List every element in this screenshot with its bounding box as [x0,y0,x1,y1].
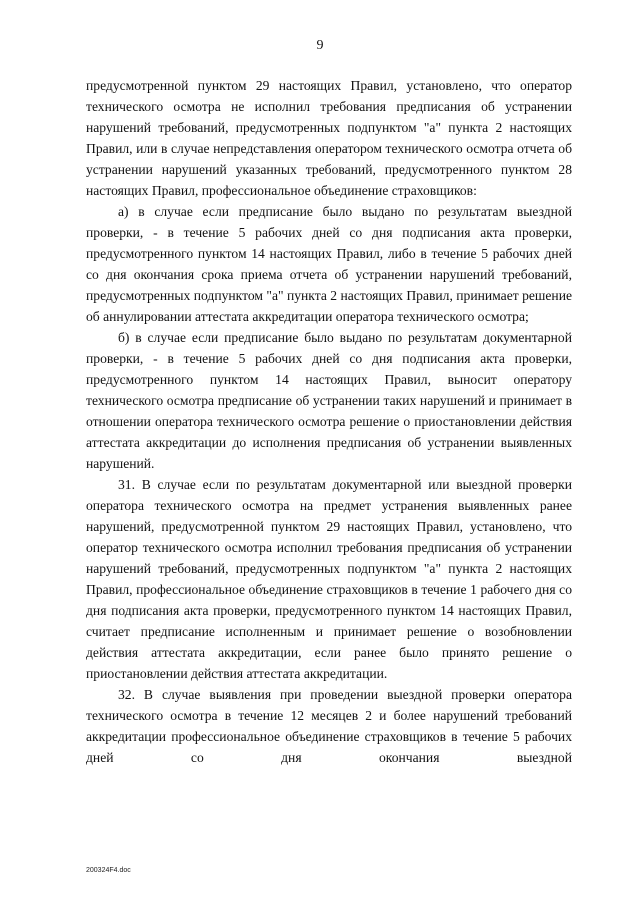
paragraph-30-subitem-a: а) в случае если предписание было выдано по результатам выездной проверки, - в течение 5 рабочих дней со дня подписания акта проверки, предусмотренного пунктом 14 настоящих Правил, либо в течение 5 рабочих дней со дня окончания срока приема отчета об устранении нарушений требований, предусмотренных подпунктом "а" пункта 2 настоящих Правил, принимает решение об аннулировании аттестата аккредитации оператора технического осмотра; [86,204,572,324]
paragraph-31: 31. В случае если по результатам документарной или выездной проверки оператора технического осмотра на предмет устранения выявленных ранее нарушений, предусмотренной пунктом 29 настоящих Правил, установлено, что оператор технического осмотра исполнил требования предписания об устранении нарушений требований, предусмотренных подпунктом "а" пункта 2 настоящих Правил, профессиональное объединение страховщиков в течение 1 рабочего дня со дня подписания акта проверки, предусмотренного пунктом 14 настоящих Правил, считает предписание исполненным и принимает решение о возобновлении действия аттестата аккредитации, если ранее было принято решение о приостановлении действия аттестата аккредитации. [86,477,572,681]
paragraph-32: 32. В случае выявления при проведении выездной проверки оператора технического осмотра в течение 12 месяцев 2 и более нарушений требований аккредитации профессиональное объединение страховщиков в течение 5 рабочих дней со дня окончания выездной [86,687,572,765]
paragraph-30-continuation: предусмотренной пунктом 29 настоящих Правил, установлено, что оператор технического осмотра не исполнил требования предписания об устранении нарушений требований, предусмотренных подпунктом "а" пункта 2 настоящих Правил, или в случае непредставления оператором технического осмотра отчета об устранении нарушений указанных требований, предусмотренного пунктом 28 настоящих Правил, профессиональное объединение страховщиков: [86,78,572,198]
document-body [86,75,572,768]
paragraph-30-subitem-b: б) в случае если предписание было выдано по результатам документарной проверки, - в течение 5 рабочих дней со дня подписания акта проверки, предусмотренного пунктом 14 настоящих Правил, выносит оператору технического осмотра предписание об устранении таких нарушений и принимает в отношении оператора технического осмотра решение о приостановлении действия аттестата аккредитации до исполнения предписания об устранении выявленных нарушений. [86,330,572,471]
page-number: 9 [316,38,324,53]
footer-filename: 200324F4.doc [86,867,131,874]
